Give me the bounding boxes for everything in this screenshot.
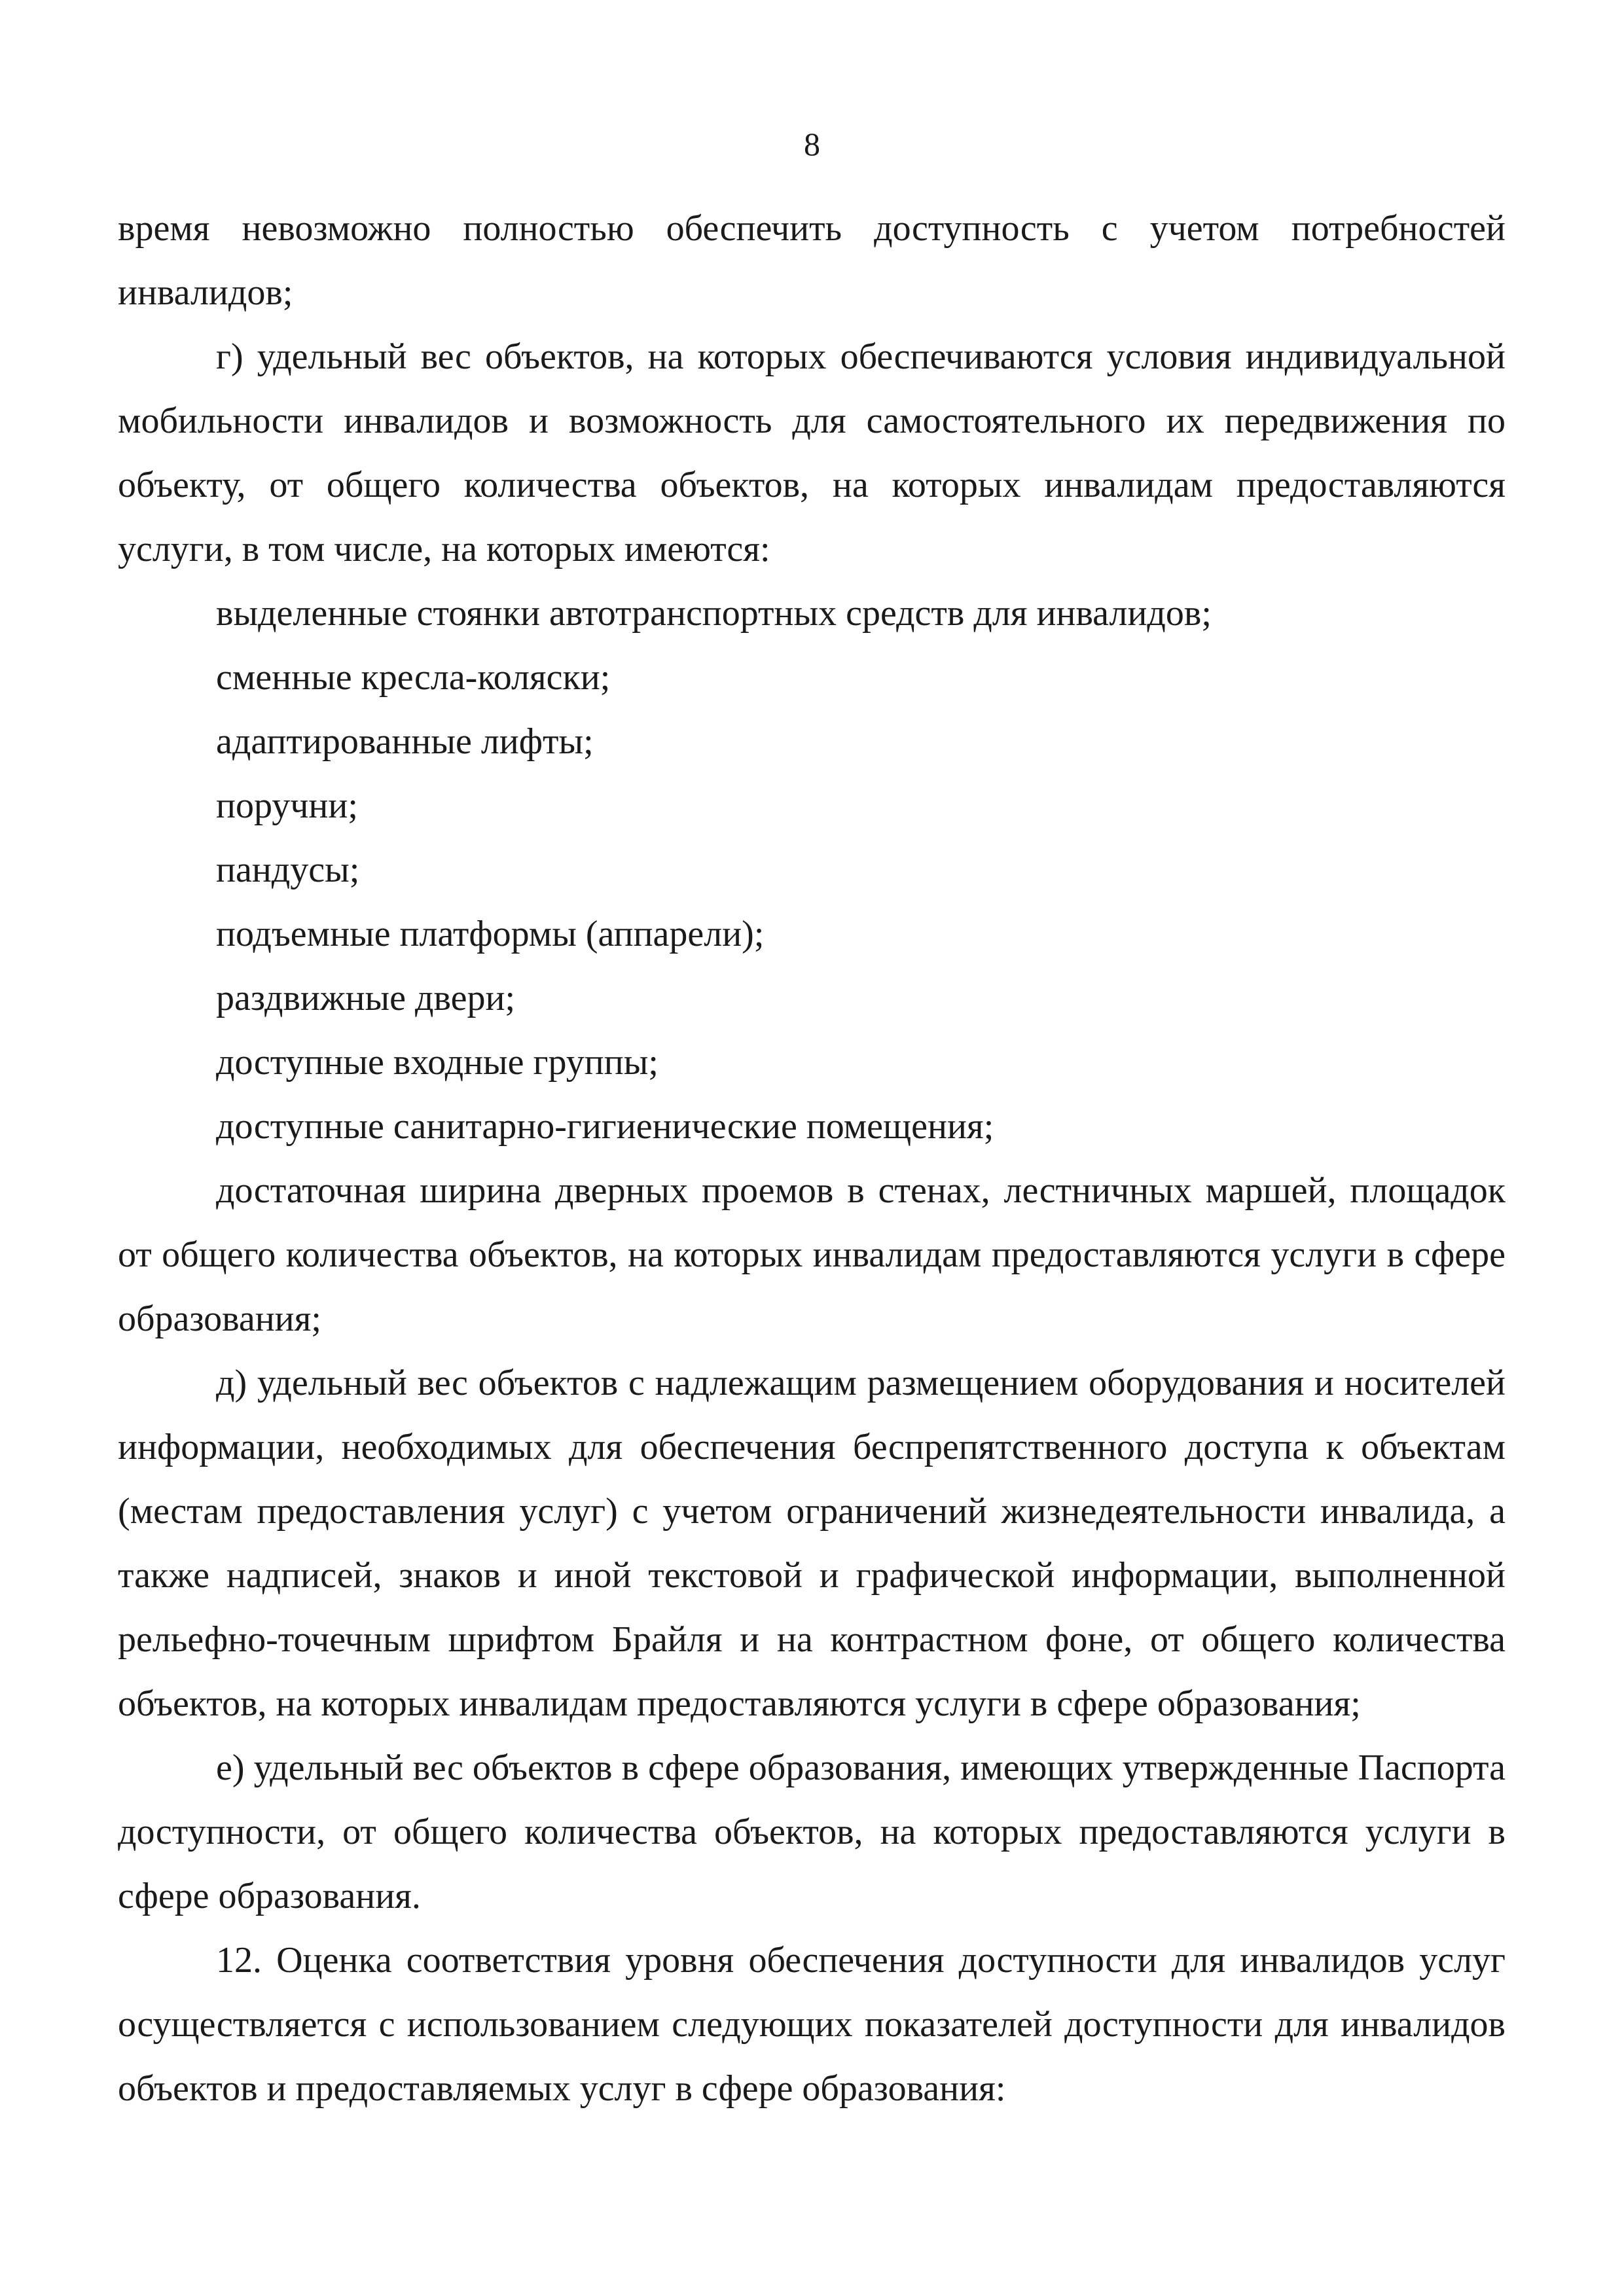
paragraph-door-width: достаточная ширина дверных проемов в стенах, лестничных маршей, площадок от общего количества объектов, на которых инвалидам предоставляются услуги в сфере образования; (118, 1170, 1506, 1339)
list-item: сменные кресла-коляски; (216, 657, 611, 698)
list-item: доступные входные группы; (216, 1042, 659, 1083)
page-number: 8 (804, 126, 820, 162)
paragraph-item-d: д) удельный вес объектов с надлежащим размещением оборудования и носителей информации, необходимых для обеспечения беспрепятственного доступа к объектам (местам предоставления услуг) с учетом ограничений жизнедеятельности инвалида, а также надписей, знаков и иной текстовой и графической информации, выполненной рельефно-точечным шрифтом Брайля и на контрастном фоне, от общего количества объектов, на которых инвалидам предоставляются услуги в сфере образования; (118, 1363, 1506, 1724)
paragraph-item-g: г) удельный вес объектов, на которых обеспечиваются условия индивидуальной мобильности инвалидов и возможность для самостоятельного их передвижения по объекту, от общего количества объектов, на которых инвалидам предоставляются услуги, в том числе, на которых имеются: (118, 336, 1506, 569)
list-item: раздвижные двери; (216, 978, 515, 1018)
list-item: доступные санитарно-гигиенические помещения; (216, 1106, 994, 1147)
document-body (118, 196, 1506, 2121)
list-item: поручни; (216, 785, 358, 826)
list-item: адаптированные лифты; (216, 721, 594, 762)
paragraph-section-12: 12. Оценка соответствия уровня обеспечения доступности для инвалидов услуг осуществляется с использованием следующих показателей доступности для инвалидов объектов и предоставляемых услуг в сфере образования: (118, 1940, 1506, 2109)
paragraph-continuation: время невозможно полностью обеспечить доступность с учетом потребностей инвалидов; (118, 208, 1506, 313)
paragraph-item-e: е) удельный вес объектов в сфере образования, имеющих утвержденные Паспорта доступности, от общего количества объектов, на которых предоставляются услуги в сфере образования. (118, 1748, 1506, 1916)
list-item: подъемные платформы (аппарели); (216, 914, 765, 954)
list-item: пандусы; (216, 850, 360, 890)
list-item: выделенные стоянки автотранспортных средств для инвалидов; (216, 593, 1212, 634)
